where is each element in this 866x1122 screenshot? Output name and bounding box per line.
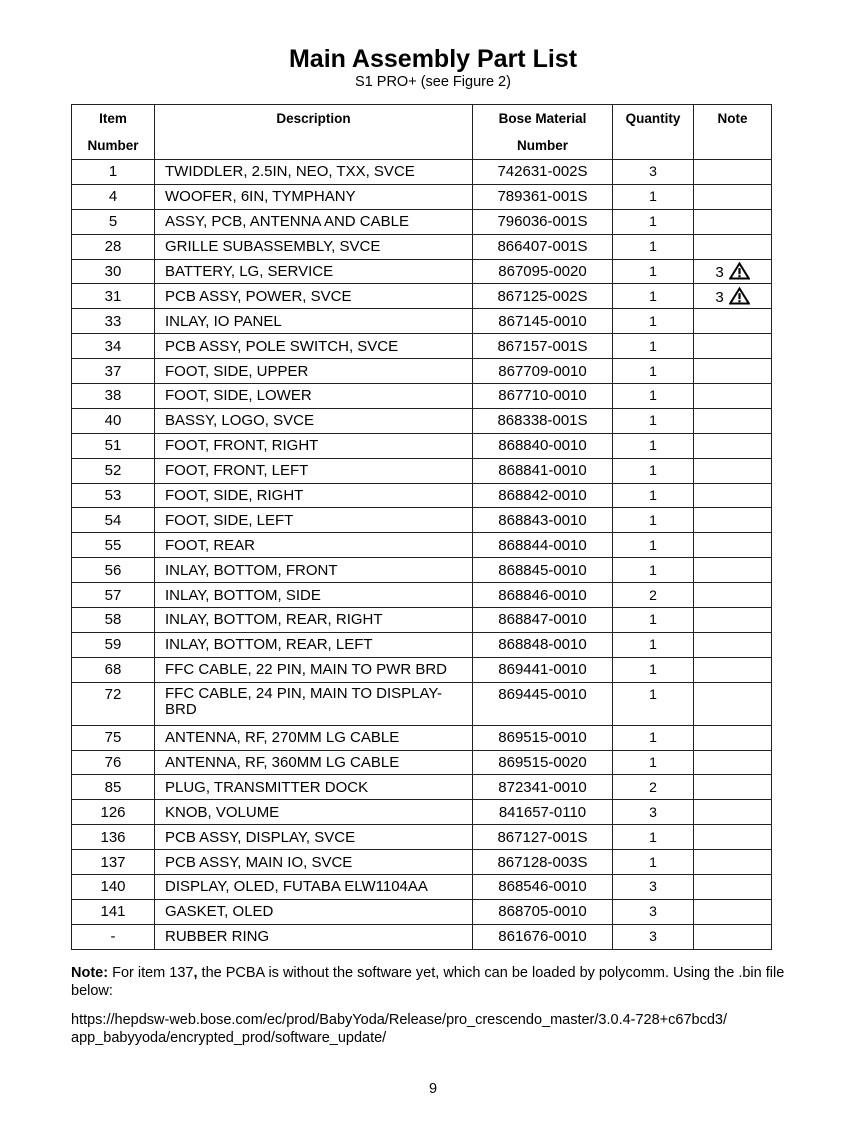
cell-note [694, 608, 772, 633]
cell-quantity: 1 [613, 309, 694, 334]
cell-description: INLAY, BOTTOM, FRONT [155, 558, 473, 583]
cell-item-number: 141 [72, 899, 155, 924]
cell-note [694, 160, 772, 185]
cell-note [694, 533, 772, 558]
table-row [72, 750, 772, 775]
cell-note [694, 433, 772, 458]
table-row [72, 533, 772, 558]
table-row [72, 483, 772, 508]
cell-description: DISPLAY, OLED, FUTABA ELW1104AA [155, 875, 473, 900]
cell-quantity: 1 [613, 558, 694, 583]
cell-material-number: 866407-001S [473, 234, 613, 259]
cell-material-number: 869515-0010 [473, 725, 613, 750]
cell-note [694, 334, 772, 359]
cell-description: GASKET, OLED [155, 899, 473, 924]
cell-item-number: 57 [72, 583, 155, 608]
cell-description: INLAY, BOTTOM, SIDE [155, 583, 473, 608]
cell-quantity: 1 [613, 209, 694, 234]
cell-note [694, 682, 772, 725]
parts-table [71, 104, 772, 950]
cell-quantity: 3 [613, 875, 694, 900]
cell-item-number: 140 [72, 875, 155, 900]
cell-item-number: 38 [72, 384, 155, 409]
table-row [72, 800, 772, 825]
page-number: 9 [428, 1081, 438, 1097]
cell-item-number: 55 [72, 533, 155, 558]
cell-quantity: 3 [613, 924, 694, 949]
cell-material-number: 868847-0010 [473, 608, 613, 633]
table-row [72, 583, 772, 608]
cell-description: FOOT, REAR [155, 533, 473, 558]
cell-material-number: 867709-0010 [473, 359, 613, 384]
note-number: 3 [715, 288, 724, 306]
cell-item-number: 75 [72, 725, 155, 750]
cell-material-number: 789361-001S [473, 184, 613, 209]
footnote-comma: , [193, 965, 198, 981]
cell-quantity: 1 [613, 508, 694, 533]
cell-quantity: 1 [613, 483, 694, 508]
cell-item-number: 37 [72, 359, 155, 384]
table-row [72, 234, 772, 259]
table-row [72, 433, 772, 458]
cell-description: PCB ASSY, MAIN IO, SVCE [155, 850, 473, 875]
warning-triangle-icon [729, 289, 750, 306]
cell-description: TWIDDLER, 2.5IN, NEO, TXX, SVCE [155, 160, 473, 185]
cell-material-number: 868338-001S [473, 408, 613, 433]
cell-item-number: 30 [72, 259, 155, 284]
cell-material-number: 868705-0010 [473, 899, 613, 924]
cell-description: FOOT, SIDE, LEFT [155, 508, 473, 533]
cell-note [694, 875, 772, 900]
table-row [72, 924, 772, 949]
cell-description: INLAY, IO PANEL [155, 309, 473, 334]
cell-description: FFC CABLE, 22 PIN, MAIN TO PWR BRD [155, 657, 473, 682]
cell-quantity: 1 [613, 284, 694, 309]
cell-note [694, 184, 772, 209]
table-row [72, 825, 772, 850]
table-row [72, 160, 772, 185]
cell-material-number: 868846-0010 [473, 583, 613, 608]
table-header-row [72, 105, 772, 160]
cell-note [694, 458, 772, 483]
cell-item-number: 31 [72, 284, 155, 309]
cell-material-number: 867157-001S [473, 334, 613, 359]
table-row [72, 359, 772, 384]
cell-quantity: 2 [613, 583, 694, 608]
cell-item-number: 136 [72, 825, 155, 850]
cell-description: FFC CABLE, 24 PIN, MAIN TO DISPLAY-BRD [155, 682, 473, 725]
cell-description: FOOT, SIDE, UPPER [155, 359, 473, 384]
cell-quantity: 3 [613, 899, 694, 924]
table-row [72, 558, 772, 583]
cell-item-number: 1 [72, 160, 155, 185]
software-url-line1: https://hepdsw-web.bose.com/ec/prod/BabyYoda/Release/pro_crescendo_master/3.0.4-728+c67bcd3/ [71, 1012, 727, 1028]
warning-triangle-icon [729, 264, 750, 281]
cell-material-number: 868843-0010 [473, 508, 613, 533]
cell-quantity: 1 [613, 359, 694, 384]
cell-description: INLAY, BOTTOM, REAR, LEFT [155, 632, 473, 657]
cell-quantity: 1 [613, 408, 694, 433]
cell-description: GRILLE SUBASSEMBLY, SVCE [155, 234, 473, 259]
cell-quantity: 1 [613, 725, 694, 750]
table-row [72, 899, 772, 924]
note-number: 3 [715, 264, 724, 281]
cell-description: ANTENNA, RF, 360MM LG CABLE [155, 750, 473, 775]
cell-quantity: 1 [613, 259, 694, 284]
cell-item-number: 5 [72, 209, 155, 234]
cell-description: PCB ASSY, POLE SWITCH, SVCE [155, 334, 473, 359]
cell-description: BASSY, LOGO, SVCE [155, 408, 473, 433]
cell-note [694, 800, 772, 825]
header-item-line1: Item [99, 111, 127, 126]
table-row [72, 259, 772, 284]
cell-material-number: 868842-0010 [473, 483, 613, 508]
header-item-line2: Number [87, 138, 139, 153]
cell-item-number: 126 [72, 800, 155, 825]
header-item-number [72, 105, 155, 160]
header-material-line1: Bose Material [498, 111, 587, 126]
cell-quantity: 1 [613, 825, 694, 850]
table-row [72, 725, 772, 750]
cell-description: PCB ASSY, POWER, SVCE [155, 284, 473, 309]
cell-item-number: 53 [72, 483, 155, 508]
cell-item-number: 58 [72, 608, 155, 633]
cell-note [694, 209, 772, 234]
cell-quantity: 1 [613, 750, 694, 775]
cell-item-number: 40 [72, 408, 155, 433]
table-row [72, 608, 772, 633]
cell-quantity: 1 [613, 384, 694, 409]
cell-note [694, 259, 772, 284]
cell-material-number: 869445-0010 [473, 682, 613, 725]
table-row [72, 284, 772, 309]
cell-note [694, 775, 772, 800]
cell-description: FOOT, SIDE, LOWER [155, 384, 473, 409]
cell-item-number: 33 [72, 309, 155, 334]
cell-quantity: 1 [613, 682, 694, 725]
cell-item-number: - [72, 924, 155, 949]
cell-item-number: 72 [72, 682, 155, 725]
cell-note [694, 234, 772, 259]
cell-item-number: 52 [72, 458, 155, 483]
cell-material-number: 868845-0010 [473, 558, 613, 583]
cell-description: PLUG, TRANSMITTER DOCK [155, 775, 473, 800]
cell-material-number: 861676-0010 [473, 924, 613, 949]
cell-quantity: 1 [613, 433, 694, 458]
cell-description: INLAY, BOTTOM, REAR, RIGHT [155, 608, 473, 633]
table-row [72, 657, 772, 682]
cell-item-number: 68 [72, 657, 155, 682]
cell-note [694, 309, 772, 334]
cell-note [694, 657, 772, 682]
cell-description: FOOT, FRONT, RIGHT [155, 433, 473, 458]
header-material-line2: Number [516, 138, 568, 153]
footnote-label: Note: [71, 965, 109, 981]
cell-description: PCB ASSY, DISPLAY, SVCE [155, 825, 473, 850]
cell-note [694, 825, 772, 850]
cell-material-number: 868840-0010 [473, 433, 613, 458]
cell-description: FOOT, FRONT, LEFT [155, 458, 473, 483]
cell-quantity: 1 [613, 632, 694, 657]
cell-material-number: 742631-002S [473, 160, 613, 185]
cell-material-number: 868546-0010 [473, 875, 613, 900]
cell-quantity: 1 [613, 657, 694, 682]
cell-note [694, 408, 772, 433]
cell-description: WOOFER, 6IN, TYMPHANY [155, 184, 473, 209]
software-url [71, 1011, 791, 1047]
cell-note [694, 725, 772, 750]
cell-material-number: 868841-0010 [473, 458, 613, 483]
table-row [72, 508, 772, 533]
table-row [72, 309, 772, 334]
footnote-text-after: the PCBA is without the software yet, which can be loaded by polycomm. Using the .bin file below: [71, 965, 785, 999]
cell-material-number: 867095-0020 [473, 259, 613, 284]
page-subtitle: S1 PRO+ (see Figure 2) [355, 74, 511, 90]
header-description: Description [155, 105, 473, 160]
cell-material-number: 868844-0010 [473, 533, 613, 558]
table-row [72, 384, 772, 409]
cell-item-number: 85 [72, 775, 155, 800]
cell-item-number: 59 [72, 632, 155, 657]
cell-quantity: 3 [613, 160, 694, 185]
cell-item-number: 54 [72, 508, 155, 533]
cell-note [694, 632, 772, 657]
cell-quantity: 1 [613, 184, 694, 209]
cell-description: ASSY, PCB, ANTENNA AND CABLE [155, 209, 473, 234]
header-material-number [473, 105, 613, 160]
cell-material-number: 867145-0010 [473, 309, 613, 334]
table-row [72, 458, 772, 483]
table-row [72, 682, 772, 725]
cell-note [694, 483, 772, 508]
cell-material-number: 868848-0010 [473, 632, 613, 657]
cell-description: FOOT, SIDE, RIGHT [155, 483, 473, 508]
cell-quantity: 1 [613, 234, 694, 259]
table-row [72, 209, 772, 234]
parts-table-body [72, 160, 772, 950]
cell-material-number: 867128-003S [473, 850, 613, 875]
cell-quantity: 1 [613, 533, 694, 558]
cell-quantity: 1 [613, 334, 694, 359]
cell-quantity: 2 [613, 775, 694, 800]
cell-note [694, 850, 772, 875]
cell-note [694, 284, 772, 309]
cell-note [694, 583, 772, 608]
footnote [71, 964, 791, 1000]
header-quantity: Quantity [613, 105, 694, 160]
table-row [72, 875, 772, 900]
software-url-line2: app_babyyoda/encrypted_prod/software_update/ [71, 1030, 387, 1046]
table-row [72, 334, 772, 359]
cell-material-number: 867127-001S [473, 825, 613, 850]
cell-item-number: 34 [72, 334, 155, 359]
table-row [72, 408, 772, 433]
page-title: Main Assembly Part List [288, 45, 578, 73]
cell-description: BATTERY, LG, SERVICE [155, 259, 473, 284]
cell-note [694, 899, 772, 924]
cell-material-number: 872341-0010 [473, 775, 613, 800]
cell-item-number: 137 [72, 850, 155, 875]
cell-item-number: 76 [72, 750, 155, 775]
cell-material-number: 796036-001S [473, 209, 613, 234]
cell-note [694, 924, 772, 949]
table-row [72, 850, 772, 875]
cell-material-number: 867125-002S [473, 284, 613, 309]
table-row [72, 632, 772, 657]
footnote-text-before: For item 137 [108, 965, 194, 981]
cell-quantity: 1 [613, 608, 694, 633]
cell-item-number: 51 [72, 433, 155, 458]
cell-quantity: 1 [613, 850, 694, 875]
cell-note [694, 508, 772, 533]
table-row [72, 775, 772, 800]
cell-item-number: 4 [72, 184, 155, 209]
cell-description: ANTENNA, RF, 270MM LG CABLE [155, 725, 473, 750]
cell-description: KNOB, VOLUME [155, 800, 473, 825]
cell-note [694, 359, 772, 384]
cell-note [694, 750, 772, 775]
table-row [72, 184, 772, 209]
cell-note [694, 384, 772, 409]
cell-material-number: 841657-0110 [473, 800, 613, 825]
cell-material-number: 869515-0020 [473, 750, 613, 775]
cell-material-number: 869441-0010 [473, 657, 613, 682]
cell-quantity: 1 [613, 458, 694, 483]
cell-description: RUBBER RING [155, 924, 473, 949]
cell-item-number: 56 [72, 558, 155, 583]
header-note: Note [694, 105, 772, 160]
cell-note [694, 558, 772, 583]
cell-quantity: 3 [613, 800, 694, 825]
cell-item-number: 28 [72, 234, 155, 259]
cell-material-number: 867710-0010 [473, 384, 613, 409]
